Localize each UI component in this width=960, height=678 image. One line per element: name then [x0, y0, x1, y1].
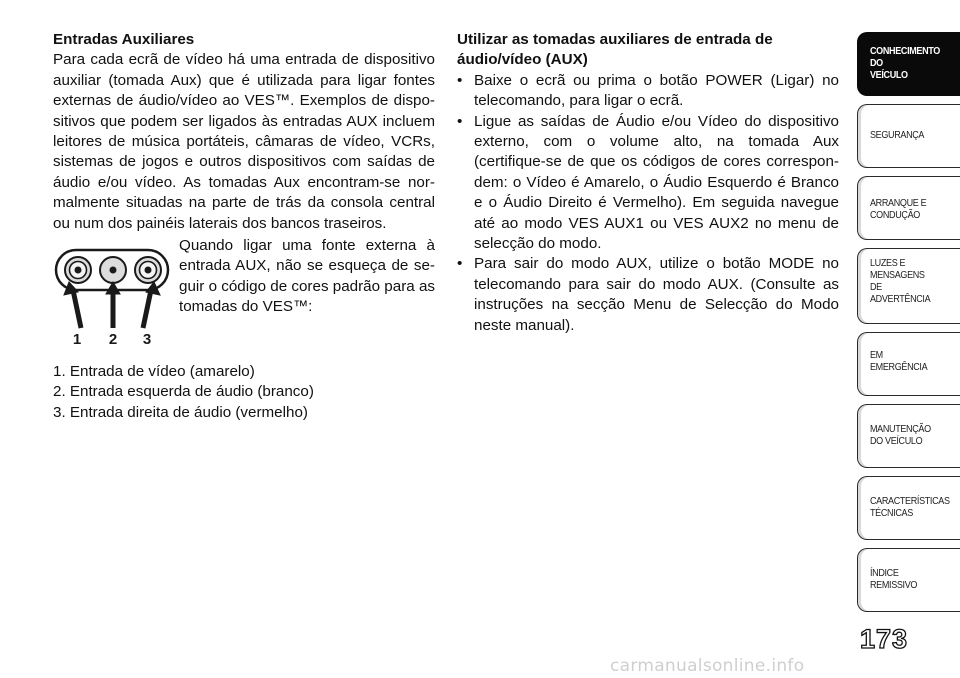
- figure-caption-text: Quando ligar uma fonte externa à entrada AUX, não se esqueça de se-guir o código de cores padrão para as tomadas do VES™:: [179, 237, 435, 316]
- jack-label-1: 1: [72, 331, 82, 349]
- step-text: Baixe o ecrã ou prima o botão POWER (Ligar) no telecomando, para ligar o ecrã.: [474, 71, 839, 110]
- bullet: •: [457, 112, 463, 130]
- step-text: Para sair do modo AUX, utilize o botão MODE no telecomando para sair do modo AUX. (Consulte as instruções na secção Menu de Selecção do Modo neste manual).: [474, 255, 839, 334]
- heading-line-1: Utilizar as tomadas auxiliares de entrada de: [457, 31, 773, 48]
- tab-caracteristicas-tecnicas[interactable]: [857, 476, 960, 540]
- tab-em-emergencia[interactable]: [857, 332, 960, 396]
- tab-indice-remissivo[interactable]: [857, 548, 960, 612]
- page-number: 173: [859, 624, 909, 654]
- list-item: 1. Entrada de vídeo (amarelo): [53, 363, 255, 381]
- jack-label-2: 2: [108, 331, 118, 349]
- tab-label: ARRANQUE E CONDUÇÃO: [870, 197, 927, 221]
- tab-label: ÍNDICE REMISSIVO: [870, 567, 918, 591]
- step-text: Ligue as saídas de Áudio e/ou Vídeo do dispositivo externo, com o volume alto, na tomada Aux (certifique-se de que os códigos de cores correspon-dem: o Vídeo é Amarelo, o Áudio Esquerdo é Branco e o Áudio Direito é Vermelho). Em seguida navegue até ao modo VES AUX1 ou VES AUX2 no menu de selecção do modo.: [474, 112, 839, 253]
- tab-label: SEGURANÇA: [870, 129, 925, 141]
- arrow-3: [143, 290, 151, 328]
- aux-figure-row: [53, 236, 435, 348]
- list-item: [457, 254, 839, 336]
- steps-list: [457, 71, 839, 336]
- tab-conhecimento-do-veiculo[interactable]: [857, 32, 960, 96]
- tab-manutencao-do-veiculo[interactable]: [857, 404, 960, 468]
- tab-luzes-e-mensagens[interactable]: [857, 248, 960, 324]
- aux-input-list: [53, 362, 435, 423]
- tab-arranque-e-conducao[interactable]: [857, 176, 960, 240]
- arrow-1: [73, 290, 81, 328]
- tab-label: CARACTERÍSTICAS TÉCNICAS: [870, 495, 950, 519]
- watermark: carmanualsonline.info: [610, 656, 805, 676]
- list-item: [457, 71, 839, 112]
- list-item: 3. Entrada direita de áudio (vermelho): [53, 403, 308, 421]
- aux-jacks-diagram: [53, 240, 173, 348]
- tab-label: MANUTENÇÃO DO VEÍCULO: [870, 423, 931, 447]
- section-heading-aux-inputs: Entradas Auxiliares: [53, 31, 195, 48]
- left-column: [53, 30, 435, 423]
- right-column: [457, 30, 839, 336]
- section-heading-using-aux: [457, 30, 839, 71]
- tab-label: CONHECIMENTO DO VEÍCULO: [870, 45, 940, 81]
- list-item: [457, 112, 839, 255]
- list-item: 2. Entrada esquerda de áudio (branco): [53, 383, 314, 401]
- jack-label-3: 3: [142, 331, 152, 349]
- bullet: •: [457, 255, 463, 273]
- heading-line-2: áudio/vídeo (AUX): [457, 51, 588, 69]
- intro-paragraph: Para cada ecrã de vídeo há uma entrada de dispositivo auxiliar (tomada Aux) que é utilizada para ligar fontes externas de áudio/vídeo ao VES™. Exemplos de dispo-sitivos que podem ser ligados às entradas AUX incluem leitores de música portáteis, câmaras de vídeo, VCRs, sistemas de jogos e outros dispositivos com saídas de áudio e/ou vídeo. As tomadas Aux encontram-se nor-malmente situadas na parte de trás da consola central ou num dos painéis laterais dos bancos traseiros.: [53, 51, 435, 232]
- tab-seguranca[interactable]: [857, 104, 960, 168]
- tab-label: EM EMERGÊNCIA: [870, 349, 928, 373]
- bullet: •: [457, 71, 463, 89]
- tab-label: LUZES E MENSAGENS DE ADVERTÊNCIA: [870, 257, 931, 305]
